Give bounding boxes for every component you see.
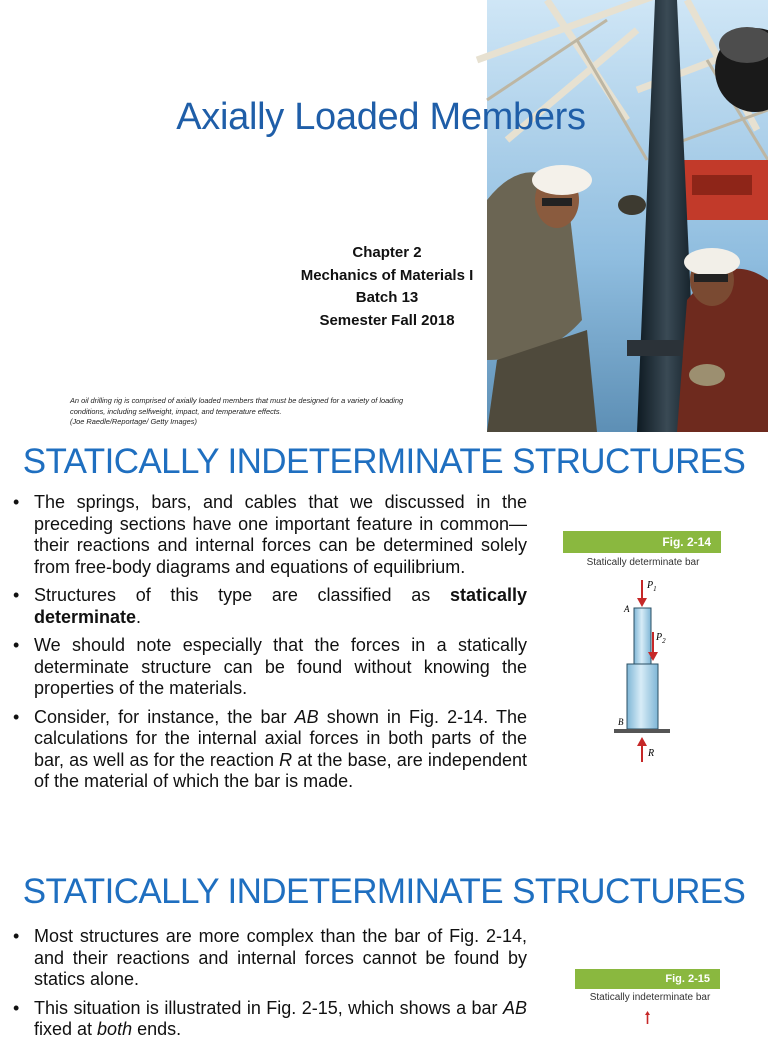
subtitle-block: [275, 242, 499, 332]
slide-heading: STATICALLY INDETERMINATE STRUCTURES: [22, 442, 746, 481]
caption-line: conditions, including selfweight, impact, and temperature effects.: [70, 406, 282, 416]
bullet-text: shown in Fig. 2-14. The calculations for the internal axial forces in both parts of the bar, as well as for the reaction: [34, 706, 527, 770]
bullet-text: This situation is illustrated in Fig. 2-15, which shows a bar: [34, 997, 503, 1018]
bullet-text: at the base, are independent of the material of which the bar is made.: [34, 749, 527, 791]
bullet-item: [10, 707, 527, 793]
bullet-list: [10, 492, 527, 800]
subtitle-line: Batch 13: [355, 289, 419, 306]
italic-term: both: [97, 1019, 133, 1039]
figure-label: Fig. 2-15: [575, 969, 720, 989]
lower-bar-segment: [627, 664, 658, 729]
slide-heading: STATICALLY INDETERMINATE STRUCTURES: [22, 872, 746, 911]
subtitle-line: Chapter 2: [352, 244, 422, 261]
figure-caption: Statically indeterminate bar: [589, 992, 711, 1003]
figure-caption: Statically determinate bar: [586, 557, 700, 568]
bullet-text: The springs, bars, and cables that we discussed in the preceding sections have one important feature in common—their reactions and internal forces can be determined solely from free-body diagrams and equations of equilibrium.: [34, 492, 527, 577]
bullet-text: fixed at: [34, 1019, 98, 1039]
italic-term: AB: [502, 997, 527, 1018]
p1-label: $P_1$: [647, 580, 657, 593]
statically-indeterminate-slide: [0, 868, 768, 1039]
bullet-list: [10, 926, 527, 1048]
italic-term: AB: [294, 706, 319, 727]
p2-label: $P_2$: [656, 632, 666, 645]
bullet-text: We should note especially that the forces in a statically determinate structure can be found without knowing the properties of the materials.: [34, 635, 527, 698]
subtitle-line: Mechanics of Materials I: [300, 266, 474, 284]
point-a-label: A: [624, 604, 630, 614]
figure-label: Fig. 2-14: [563, 531, 721, 553]
upper-bar-segment: [634, 608, 651, 664]
reaction-label: R: [648, 748, 655, 759]
point-b-label: B: [618, 717, 624, 727]
photo-caption: [70, 396, 490, 428]
bullet-text: Consider, for instance, the bar: [34, 706, 295, 727]
bullet-text: .: [136, 606, 142, 627]
title-slide: [0, 0, 768, 432]
bullet-item: [10, 492, 527, 578]
arrowhead-icon: [637, 737, 647, 746]
caption-line: An oil drilling rig is comprised of axially loaded members that must be designed for a variety of loading: [70, 396, 404, 405]
bullet-item: [10, 585, 527, 628]
bullet-item: [10, 926, 527, 991]
subtitle-line: Semester Fall 2018: [319, 311, 455, 329]
statically-determinate-slide: [0, 432, 768, 868]
bullet-item: [10, 635, 527, 700]
caption-line: (Joe Raedle/Reportage/ Getty Images): [70, 417, 197, 426]
slide-title: Axially Loaded Members: [176, 96, 586, 138]
arrowhead-icon: [637, 598, 647, 607]
bullet-text: ends.: [132, 1019, 182, 1039]
italic-term: R: [279, 749, 293, 770]
oil-rig-photo: [487, 0, 768, 432]
bullet-text: Structures of this type are classified as: [34, 585, 450, 605]
determinate-bar-diagram: [600, 572, 690, 772]
bold-term: statically determinate: [34, 585, 527, 627]
bullet-item: [10, 998, 527, 1041]
indeterminate-bar-diagram: [640, 1013, 660, 1024]
fixed-support: [614, 729, 670, 733]
bullet-text: Most structures are more complex than the bar of Fig. 2-14, and their reactions and internal forces cannot be found by statics alone.: [34, 926, 527, 989]
